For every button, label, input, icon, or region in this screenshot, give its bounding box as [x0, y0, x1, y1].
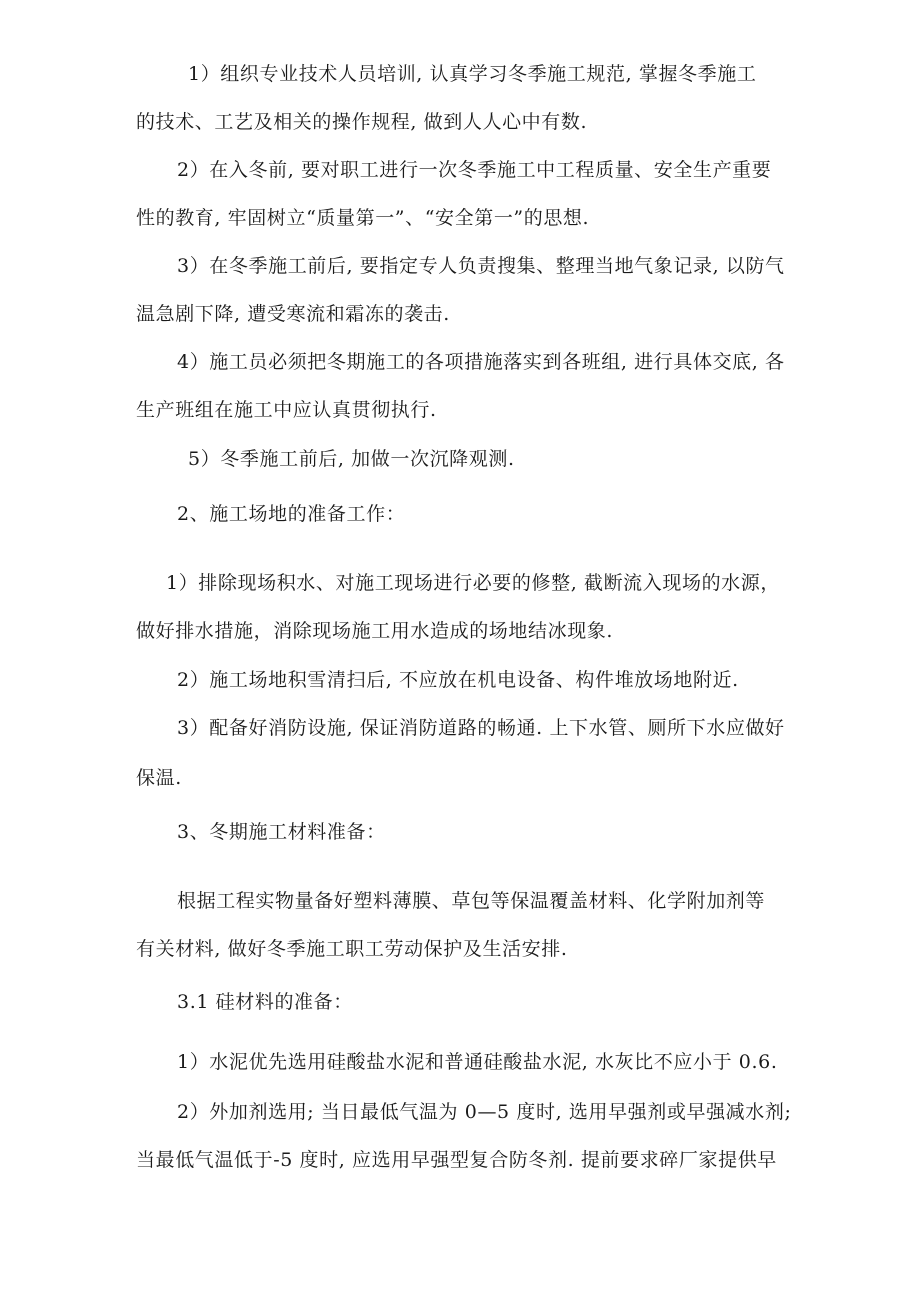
text-line: 5）冬季施工前后, 加做一次沉降观测.: [188, 448, 515, 470]
text-line: 1）排除现场积水、对施工现场进行必要的修整, 截断流入现场的水源，: [166, 572, 780, 594]
text-line: 3）配备好消防设施, 保证消防道路的畅通. 上下水管、厕所下水应做好: [177, 717, 785, 739]
section-heading: 2、施工场地的准备工作：: [177, 503, 406, 525]
text-line: 2）在入冬前, 要对职工进行一次冬季施工中工程质量、安全生产重要: [177, 159, 772, 181]
text-line: 有关材料, 做好冬季施工职工劳动保护及生活安排.: [136, 938, 568, 960]
text-line: 生产班组在施工中应认真贯彻执行.: [136, 399, 437, 421]
text-line: 的技术、工艺及相关的操作规程, 做到人人心中有数.: [136, 111, 588, 133]
text-line: 3）在冬季施工前后, 要指定专人负责搜集、整理当地气象记录, 以防气: [177, 255, 785, 277]
text-line: 保温.: [136, 767, 182, 789]
text-line: 性的教育, 牢固树立“质量第一”、“安全第一”的思想.: [136, 207, 590, 229]
text-line: 根据工程实物量备好塑料薄膜、草包等保温覆盖材料、化学附加剂等: [177, 890, 766, 912]
text-line: 当最低气温低于-5 度时, 应选用早强型复合防冬剂. 提前要求碎厂家提供早: [136, 1149, 777, 1171]
text-line: 2）外加剂选用; 当日最低气温为 0—5 度时, 选用早强剂或早强减水剂;: [177, 1101, 792, 1123]
text-line: 1）水泥优先选用硅酸盐水泥和普通硅酸盐水泥, 水灰比不应小于 0.6.: [177, 1051, 778, 1073]
text-line: 做好排水措施，消除现场施工用水造成的场地结冰现象.: [136, 620, 614, 642]
text-line: 2）施工场地积雪清扫后, 不应放在机电设备、构件堆放场地附近.: [177, 669, 739, 691]
text-line: 温急剧下降, 遭受寒流和霜冻的袭击.: [136, 303, 450, 325]
text-line: 1）组织专业技术人员培训, 认真学习冬季施工规范, 掌握冬季施工: [188, 63, 757, 85]
text-line: 4）施工员必须把冬期施工的各项措施落实到各班组, 进行具体交底, 各: [177, 351, 785, 373]
subsection-heading: 3.1 硅材料的准备：: [177, 991, 353, 1013]
section-heading: 3、冬期施工材料准备：: [177, 821, 386, 843]
